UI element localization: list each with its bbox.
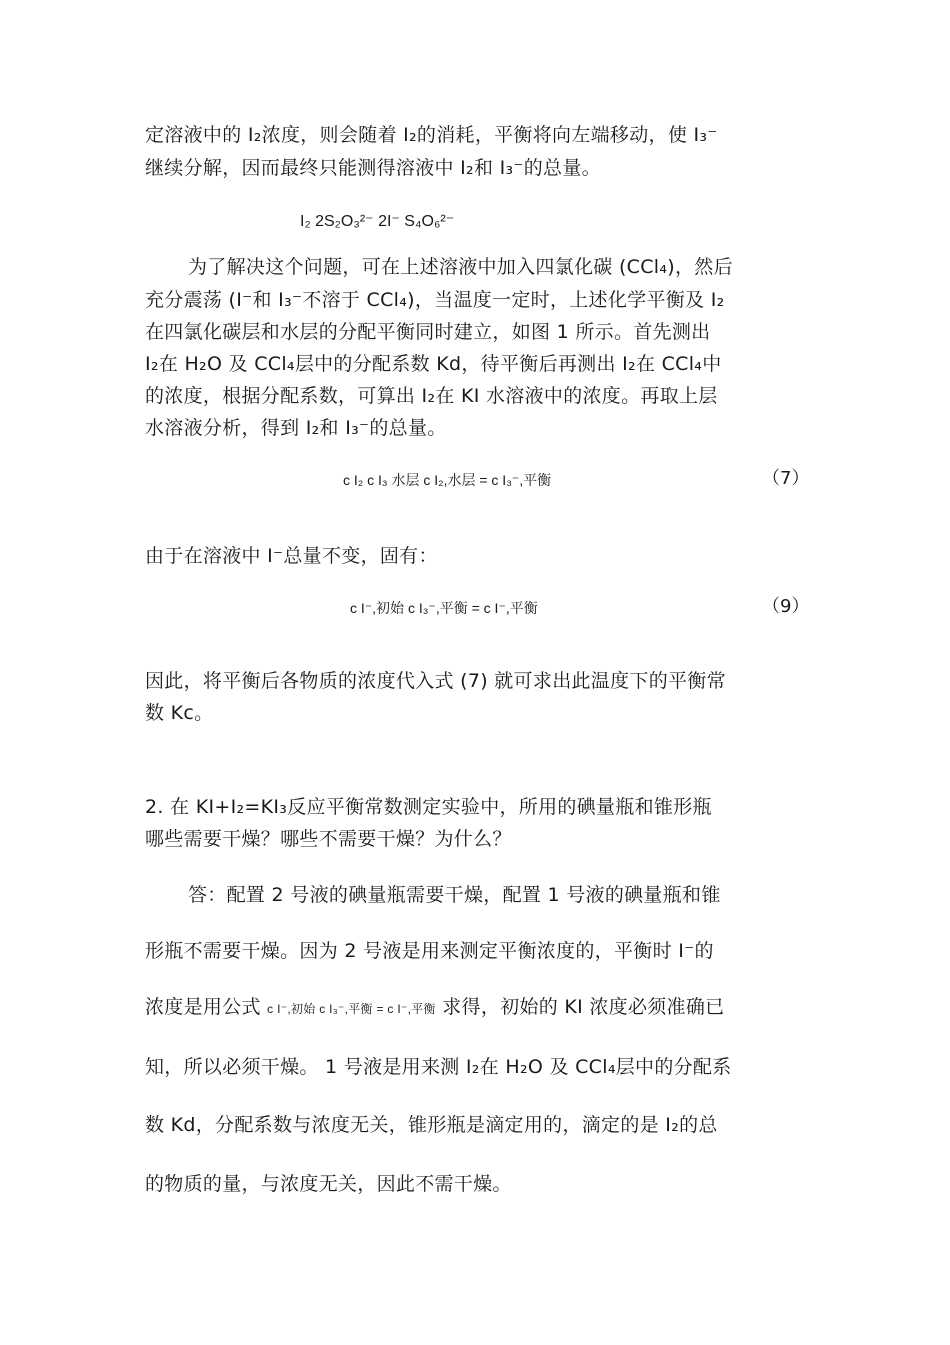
paragraph-3: 由于在溶液中 I⁻总量不变，固有： [145, 545, 438, 567]
equation-7-number: （7） [762, 468, 810, 489]
paragraph-1-line-1: 定溶液中的 I₂浓度，则会随着 I₂的消耗，平衡将向左端移动，使 I₃⁻ [145, 124, 718, 146]
answer-line-6: 的物质的量，与浓度无关，因此不需干燥。 [145, 1173, 512, 1195]
answer-line-1: 答：配置 2 号液的碘量瓶需要干燥，配置 1 号液的碘量瓶和锥 [188, 884, 721, 906]
paragraph-2-line-5: 的浓度，根据分配系数，可算出 I₂在 KI 水溶液中的浓度。再取上层 [145, 385, 718, 407]
paragraph-4-line-1: 因此，将平衡后各物质的浓度代入式 (7) 就可求出此温度下的平衡常 [145, 670, 726, 692]
answer-line-4: 知，所以必须干燥。 1 号液是用来测 I₂在 H₂O 及 CCl₄层中的分配系 [145, 1056, 732, 1078]
question-2-line-2: 哪些需要干燥？哪些不需要干燥？为什么？ [145, 828, 512, 850]
answer-line-3-suffix: 求得，初始的 KI 浓度必须准确已 [442, 996, 725, 1018]
paragraph-2-line-4: I₂在 H₂O 及 CCl₄层中的分配系数 Kd，待平衡后再测出 I₂在 CCl₄中 [145, 353, 722, 375]
paragraph-1-line-2: 继续分解，因而最终只能测得溶液中 I₂和 I₃⁻的总量。 [145, 157, 601, 179]
answer-line-3 [145, 994, 724, 1022]
equation-7: c I₂ c I₃ 水层 c I₂,水层 = c I₃⁻,平衡 [343, 472, 552, 488]
paragraph-2-line-6: 水溶液分析，得到 I₂和 I₃⁻的总量。 [145, 417, 447, 439]
equation-9: c I⁻,初始 c I₃⁻,平衡 = c I⁻,平衡 [350, 600, 538, 616]
paragraph-2-line-3: 在四氯化碳层和水层的分配平衡同时建立，如图 1 所示。首先测出 [145, 321, 711, 343]
answer-line-5: 数 Kd，分配系数与浓度无关，锥形瓶是滴定用的，滴定的是 I₂的总 [145, 1114, 718, 1136]
question-2-line-1: 2. 在 KI+I₂=KI₃反应平衡常数测定实验中，所用的碘量瓶和锥形瓶 [145, 796, 712, 818]
equation-9-number: （9） [762, 596, 810, 617]
answer-inline-equation: c I⁻,初始 c I₃⁻,平衡 = c I⁻,平衡 [267, 1002, 436, 1016]
thiosulfate-equation: I₂ 2S₂O₃²⁻ 2I⁻ S₄O₆²⁻ [300, 213, 455, 230]
paragraph-4-line-2: 数 Kc。 [145, 702, 214, 724]
answer-line-2: 形瓶不需要干燥。因为 2 号液是用来测定平衡浓度的，平衡时 I⁻的 [145, 940, 714, 962]
answer-line-3-prefix: 浓度是用公式 [145, 996, 261, 1018]
paragraph-2-line-1: 为了解决这个问题，可在上述溶液中加入四氯化碳 (CCl₄)，然后 [188, 256, 733, 278]
paragraph-2-line-2: 充分震荡 (I⁻和 I₃⁻不溶于 CCl₄)，当温度一定时，上述化学平衡及 I₂ [145, 289, 725, 311]
